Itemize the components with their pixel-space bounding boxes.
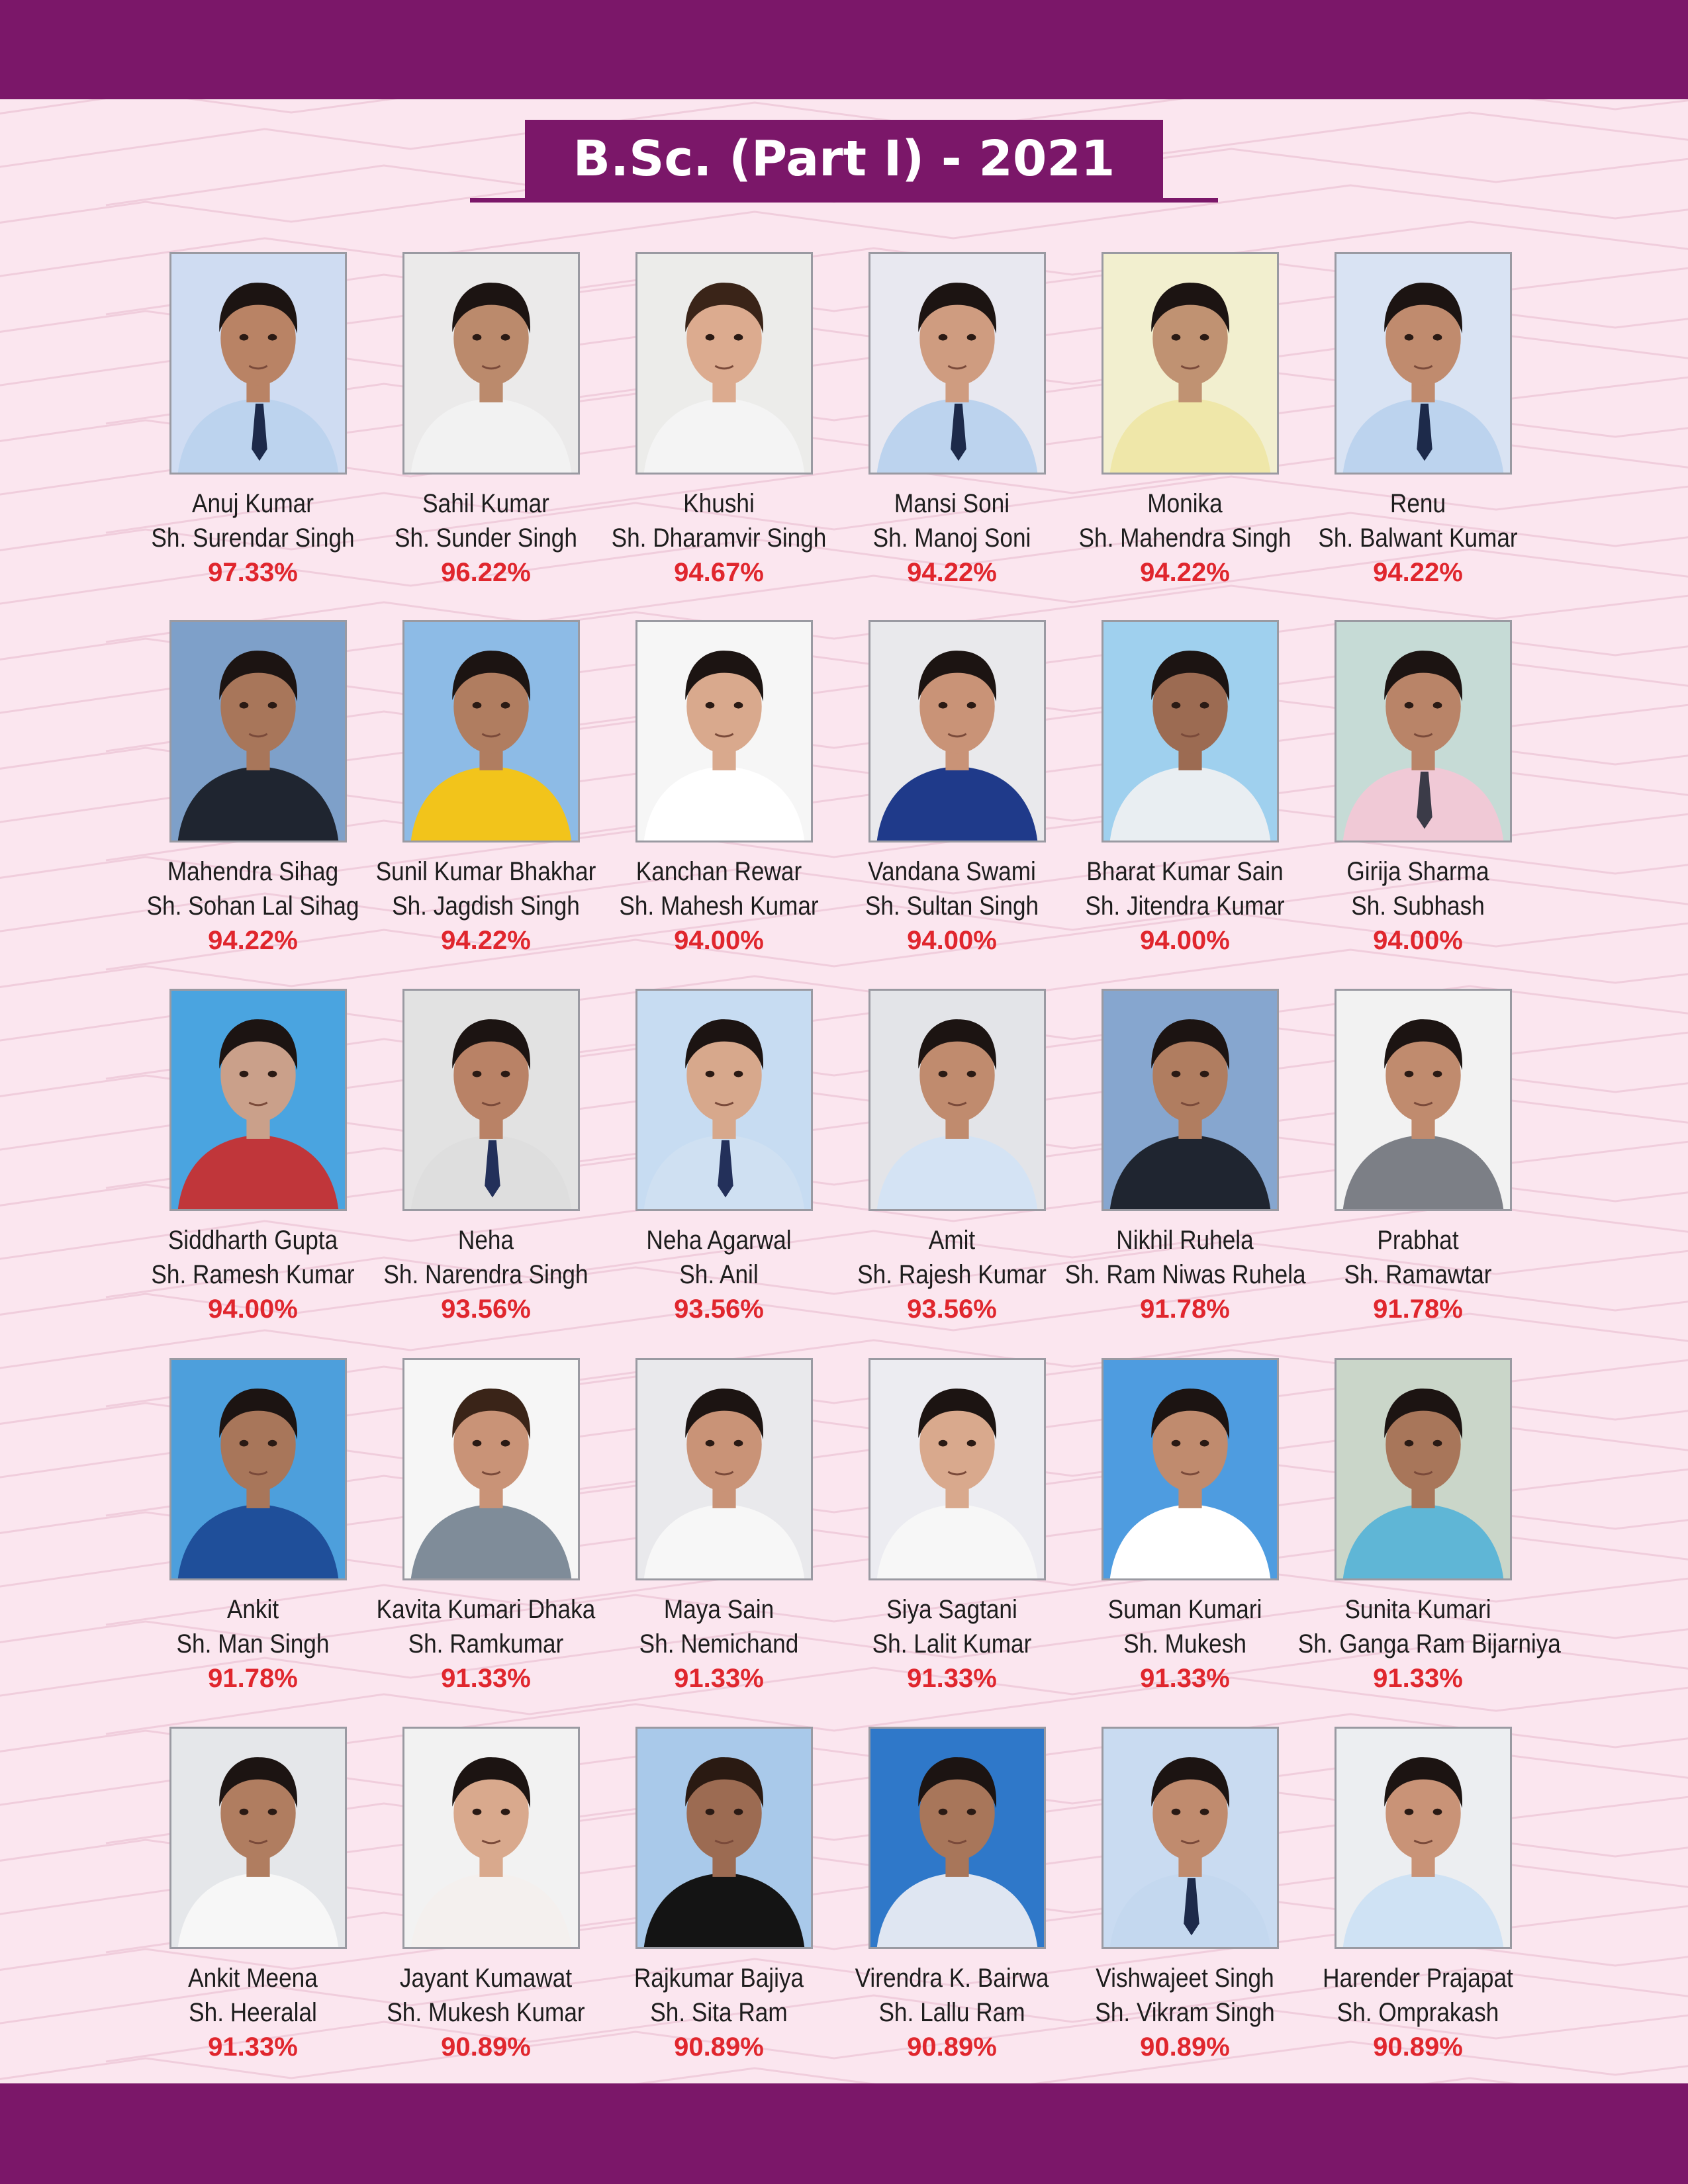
right-eye bbox=[501, 702, 510, 709]
father-name: Sh. Ram Niwas Ruhela bbox=[1064, 1260, 1306, 1289]
father-name: Sh. Heeralal bbox=[189, 1998, 317, 2027]
right-eye bbox=[1200, 1440, 1209, 1447]
right-eye bbox=[967, 1440, 976, 1447]
student-card bbox=[835, 1727, 1068, 2071]
father-name: Sh. Vikram Singh bbox=[1095, 1998, 1275, 2027]
right-eye bbox=[734, 1071, 743, 1077]
student-photo bbox=[635, 620, 813, 842]
student-photo bbox=[635, 989, 813, 1211]
father-name: Sh. Balwant Kumar bbox=[1318, 523, 1518, 553]
student-photo bbox=[868, 1727, 1046, 1949]
father-name: Sh. Anil bbox=[679, 1260, 759, 1289]
percentage-score: 91.33% bbox=[441, 1664, 531, 1693]
student-photo bbox=[402, 989, 580, 1211]
student-photo bbox=[1335, 1358, 1512, 1580]
student-card bbox=[136, 620, 369, 964]
percentage-score: 94.22% bbox=[441, 926, 531, 955]
student-card bbox=[835, 989, 1068, 1333]
student-photo bbox=[169, 1727, 347, 1949]
right-eye bbox=[967, 334, 976, 341]
student-name: Sunita Kumari bbox=[1344, 1595, 1491, 1624]
student-name: Mansi Soni bbox=[894, 489, 1010, 518]
student-name: Prabhat bbox=[1377, 1226, 1459, 1255]
student-name: Mahendra Sihag bbox=[167, 857, 339, 886]
student-card bbox=[602, 1727, 835, 2071]
percentage-score: 94.00% bbox=[907, 926, 997, 955]
student-photo bbox=[1102, 1727, 1279, 1949]
right-eye bbox=[1200, 702, 1209, 709]
right-eye bbox=[268, 1440, 277, 1447]
percentage-score: 91.78% bbox=[208, 1664, 298, 1693]
left-eye bbox=[240, 1071, 249, 1077]
percentage-score: 94.22% bbox=[1373, 558, 1463, 587]
left-eye bbox=[240, 334, 249, 341]
student-name: Monika bbox=[1147, 489, 1223, 518]
student-card bbox=[1068, 1358, 1301, 1702]
student-photo bbox=[868, 1358, 1046, 1580]
student-photo bbox=[169, 1358, 347, 1580]
left-eye bbox=[1172, 702, 1181, 709]
left-eye bbox=[473, 334, 482, 341]
left-eye bbox=[240, 1809, 249, 1815]
student-name: Kavita Kumari Dhaka bbox=[376, 1595, 596, 1624]
father-name: Sh. Mukesh bbox=[1123, 1629, 1246, 1659]
student-card bbox=[835, 620, 1068, 964]
student-photo bbox=[1335, 620, 1512, 842]
student-card bbox=[835, 252, 1068, 596]
student-name: Bharat Kumar Sain bbox=[1086, 857, 1284, 886]
left-eye bbox=[1405, 334, 1414, 341]
student-photo bbox=[868, 989, 1046, 1211]
student-card bbox=[1297, 1358, 1561, 1702]
percentage-score: 94.00% bbox=[1140, 926, 1230, 955]
father-name: Sh. Dharamvir Singh bbox=[611, 523, 827, 553]
percentage-score: 91.78% bbox=[1373, 1295, 1463, 1324]
left-eye bbox=[1172, 334, 1181, 341]
student-card bbox=[602, 252, 835, 596]
student-name: Khushi bbox=[683, 489, 755, 518]
percentage-score: 94.22% bbox=[208, 926, 298, 955]
student-photo bbox=[169, 620, 347, 842]
student-photo bbox=[868, 620, 1046, 842]
left-eye bbox=[706, 702, 715, 709]
percentage-score: 90.89% bbox=[1373, 2032, 1463, 2062]
student-photo bbox=[1102, 1358, 1279, 1580]
student-photo bbox=[402, 252, 580, 475]
father-name: Sh. Surendar Singh bbox=[151, 523, 355, 553]
father-name: Sh. Mukesh Kumar bbox=[387, 1998, 585, 2027]
left-eye bbox=[1172, 1809, 1181, 1815]
right-eye bbox=[1433, 702, 1442, 709]
father-name: Sh. Sita Ram bbox=[650, 1998, 788, 2027]
percentage-score: 93.56% bbox=[441, 1295, 531, 1324]
student-photo bbox=[402, 1358, 580, 1580]
student-name: Nikhil Ruhela bbox=[1116, 1226, 1254, 1255]
student-name: Amit bbox=[928, 1226, 976, 1255]
percentage-score: 91.78% bbox=[1140, 1295, 1230, 1324]
student-photo bbox=[169, 252, 347, 475]
left-eye bbox=[939, 334, 948, 341]
student-name: Anuj Kumar bbox=[192, 489, 314, 518]
left-eye bbox=[240, 1440, 249, 1447]
percentage-score: 93.56% bbox=[907, 1295, 997, 1324]
student-card bbox=[602, 1358, 835, 1702]
right-eye bbox=[1433, 1440, 1442, 1447]
student-card bbox=[136, 989, 369, 1333]
percentage-score: 93.56% bbox=[674, 1295, 764, 1324]
student-name: Ankit bbox=[226, 1595, 279, 1624]
student-name: Vandana Swami bbox=[868, 857, 1036, 886]
father-name: Sh. Jitendra Kumar bbox=[1085, 891, 1285, 921]
left-eye bbox=[939, 1440, 948, 1447]
left-eye bbox=[939, 1809, 948, 1815]
student-name: Neha bbox=[457, 1226, 514, 1255]
right-eye bbox=[268, 1809, 277, 1815]
father-name: Sh. Man Singh bbox=[176, 1629, 330, 1659]
father-name: Sh. Mahendra Singh bbox=[1078, 523, 1291, 553]
student-card bbox=[835, 1358, 1068, 1702]
left-eye bbox=[1405, 1071, 1414, 1077]
student-photo bbox=[1102, 252, 1279, 475]
left-eye bbox=[706, 1440, 715, 1447]
student-card bbox=[136, 252, 369, 596]
student-name: Sahil Kumar bbox=[422, 489, 549, 518]
student-card bbox=[369, 620, 602, 964]
right-eye bbox=[1200, 1809, 1209, 1815]
student-name: Maya Sain bbox=[663, 1595, 774, 1624]
percentage-score: 91.33% bbox=[674, 1664, 764, 1693]
right-eye bbox=[967, 1071, 976, 1077]
student-name: Neha Agarwal bbox=[646, 1226, 792, 1255]
student-photo bbox=[1335, 989, 1512, 1211]
student-name: Vishwajeet Singh bbox=[1096, 1964, 1274, 1993]
left-eye bbox=[1172, 1071, 1181, 1077]
student-photo bbox=[169, 989, 347, 1211]
left-eye bbox=[1405, 1809, 1414, 1815]
student-card bbox=[602, 620, 835, 964]
student-photo bbox=[402, 620, 580, 842]
student-photo bbox=[1102, 620, 1279, 842]
student-name: Kanchan Rewar bbox=[635, 857, 802, 886]
right-eye bbox=[501, 1809, 510, 1815]
father-name: Sh. Ramawtar bbox=[1344, 1260, 1492, 1289]
student-photo bbox=[868, 252, 1046, 475]
student-card bbox=[1301, 620, 1534, 964]
right-eye bbox=[734, 1440, 743, 1447]
percentage-score: 97.33% bbox=[208, 558, 298, 587]
left-eye bbox=[1172, 1440, 1181, 1447]
student-photo bbox=[635, 252, 813, 475]
father-name: Sh. Jagdish Singh bbox=[392, 891, 580, 921]
page-title: B.Sc. (Part I) - 2021 bbox=[525, 120, 1163, 198]
student-name: Ankit Meena bbox=[188, 1964, 318, 1993]
student-card bbox=[369, 989, 602, 1333]
percentage-score: 94.67% bbox=[674, 558, 764, 587]
right-eye bbox=[1200, 334, 1209, 341]
percentage-score: 94.00% bbox=[1373, 926, 1463, 955]
bottom-band bbox=[0, 2083, 1688, 2184]
father-name: Sh. Rajesh Kumar bbox=[857, 1260, 1047, 1289]
percentage-score: 94.00% bbox=[674, 926, 764, 955]
right-eye bbox=[268, 702, 277, 709]
percentage-score: 90.89% bbox=[674, 2032, 764, 2062]
left-eye bbox=[473, 1809, 482, 1815]
student-name: Rajkumar Bajiya bbox=[633, 1964, 804, 1993]
father-name: Sh. Manoj Soni bbox=[872, 523, 1031, 553]
father-name: Sh. Ramesh Kumar bbox=[151, 1260, 355, 1289]
percentage-score: 90.89% bbox=[1140, 2032, 1230, 2062]
left-eye bbox=[473, 702, 482, 709]
left-eye bbox=[939, 1071, 948, 1077]
percentage-score: 94.22% bbox=[1140, 558, 1230, 587]
right-eye bbox=[734, 702, 743, 709]
left-eye bbox=[706, 334, 715, 341]
right-eye bbox=[501, 1071, 510, 1077]
percentage-score: 96.22% bbox=[441, 558, 531, 587]
left-eye bbox=[706, 1809, 715, 1815]
student-name: Harender Prajapat bbox=[1323, 1964, 1513, 1993]
student-card bbox=[1068, 1727, 1301, 2071]
student-name: Suman Kumari bbox=[1107, 1595, 1262, 1624]
left-eye bbox=[706, 1071, 715, 1077]
student-photo bbox=[635, 1727, 813, 1949]
percentage-score: 94.22% bbox=[907, 558, 997, 587]
father-name: Sh. Lallu Ram bbox=[878, 1998, 1025, 2027]
student-name: Girija Sharma bbox=[1346, 857, 1489, 886]
father-name: Sh. Nemichand bbox=[639, 1629, 799, 1659]
student-photo bbox=[1335, 1727, 1512, 1949]
student-photo bbox=[1335, 252, 1512, 475]
student-card bbox=[1068, 252, 1301, 596]
percentage-score: 90.89% bbox=[907, 2032, 997, 2062]
percentage-score: 91.33% bbox=[208, 2032, 298, 2062]
left-eye bbox=[240, 702, 249, 709]
father-name: Sh. Narendra Singh bbox=[383, 1260, 588, 1289]
student-card bbox=[1301, 989, 1534, 1333]
student-card bbox=[369, 1358, 602, 1702]
right-eye bbox=[268, 334, 277, 341]
percentage-score: 91.33% bbox=[907, 1664, 997, 1693]
left-eye bbox=[473, 1440, 482, 1447]
father-name: Sh. Mahesh Kumar bbox=[619, 891, 819, 921]
percentage-score: 91.33% bbox=[1373, 1664, 1463, 1693]
left-eye bbox=[1405, 1440, 1414, 1447]
student-name: Jayant Kumawat bbox=[399, 1964, 573, 1993]
student-photo bbox=[402, 1727, 580, 1949]
father-name: Sh. Sunder Singh bbox=[395, 523, 577, 553]
left-eye bbox=[1405, 702, 1414, 709]
student-card bbox=[602, 989, 835, 1333]
father-name: Sh. Ramkumar bbox=[408, 1629, 564, 1659]
father-name: Sh. Ganga Ram Bijarniya bbox=[1297, 1629, 1561, 1659]
student-card bbox=[369, 252, 602, 596]
student-card bbox=[369, 1727, 602, 2071]
father-name: Sh. Sohan Lal Sihag bbox=[146, 891, 359, 921]
father-name: Sh. Lalit Kumar bbox=[872, 1629, 1032, 1659]
student-card bbox=[1064, 989, 1306, 1333]
right-eye bbox=[501, 1440, 510, 1447]
student-name: Virendra K. Bairwa bbox=[855, 1964, 1049, 1993]
left-eye bbox=[939, 702, 948, 709]
father-name: Sh. Sultan Singh bbox=[865, 891, 1039, 921]
right-eye bbox=[734, 334, 743, 341]
student-card bbox=[1301, 1727, 1534, 2071]
student-card bbox=[1068, 620, 1301, 964]
student-card bbox=[1301, 252, 1534, 596]
student-name: Sunil Kumar Bhakhar bbox=[375, 857, 596, 886]
right-eye bbox=[1433, 1809, 1442, 1815]
father-name: Sh. Omprakash bbox=[1336, 1998, 1499, 2027]
student-photo bbox=[635, 1358, 813, 1580]
student-photo bbox=[1102, 989, 1279, 1211]
percentage-score: 94.00% bbox=[208, 1295, 298, 1324]
percentage-score: 91.33% bbox=[1140, 1664, 1230, 1693]
student-card bbox=[136, 1727, 369, 2071]
left-eye bbox=[473, 1071, 482, 1077]
right-eye bbox=[1433, 334, 1442, 341]
right-eye bbox=[967, 702, 976, 709]
student-card bbox=[136, 1358, 369, 1702]
father-name: Sh. Subhash bbox=[1351, 891, 1485, 921]
student-name: Renu bbox=[1389, 489, 1446, 518]
student-name: Siya Sagtani bbox=[886, 1595, 1017, 1624]
right-eye bbox=[268, 1071, 277, 1077]
right-eye bbox=[1200, 1071, 1209, 1077]
percentage-score: 90.89% bbox=[441, 2032, 531, 2062]
right-eye bbox=[967, 1809, 976, 1815]
right-eye bbox=[501, 334, 510, 341]
student-name: Siddharth Gupta bbox=[167, 1226, 338, 1255]
right-eye bbox=[1433, 1071, 1442, 1077]
right-eye bbox=[734, 1809, 743, 1815]
